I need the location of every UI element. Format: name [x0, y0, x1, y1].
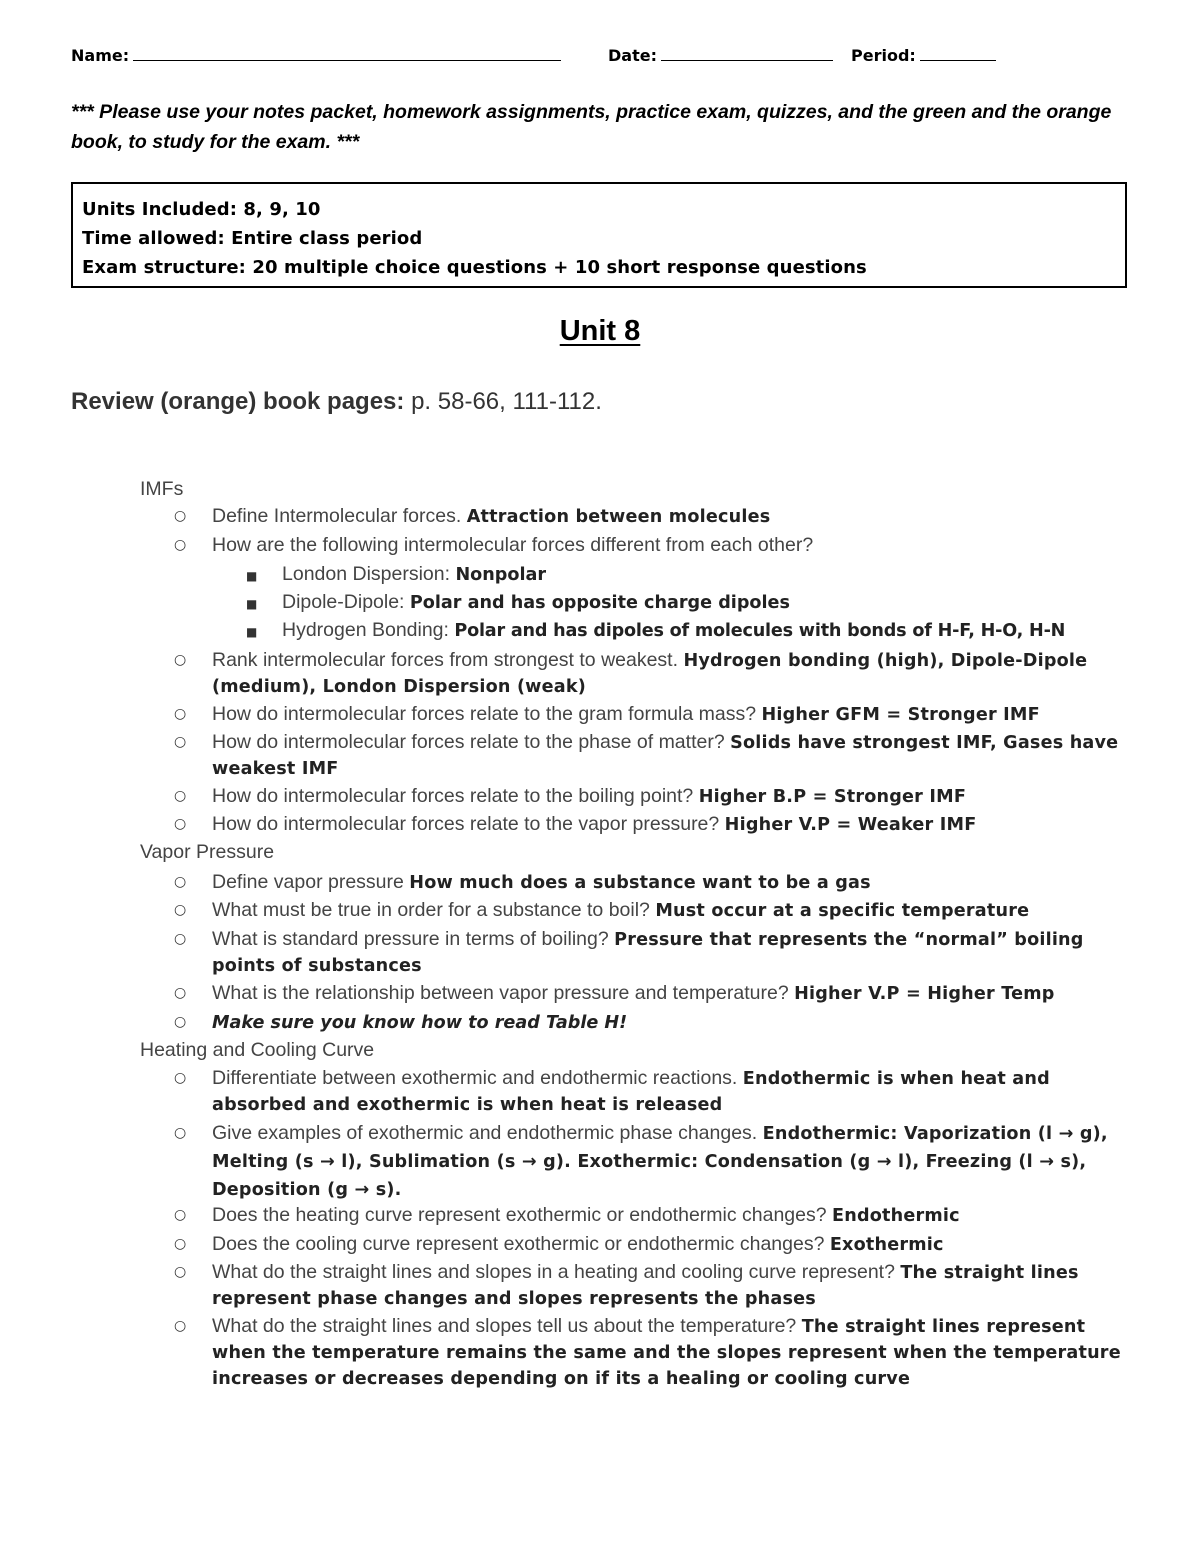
- topic-imfs: IMFs: [140, 478, 184, 500]
- name-blank[interactable]: [133, 46, 561, 61]
- exam-structure: Exam structure: 20 multiple choice questions + 10 short response questions: [82, 257, 867, 278]
- question-text: How do intermolecular forces relate to the phase of matter?: [212, 731, 731, 753]
- question-item: [174, 533, 1137, 558]
- answer-text: Endothermic: Vaporization (l → g), Melting (s → l), Sublimation (s → g). Exothermic: Condensation (g → l), Freezing (l → s), Deposition (g → s).: [212, 1124, 1108, 1200]
- sub-item: [246, 618, 1142, 644]
- question-text: Define vapor pressure: [212, 871, 410, 893]
- answer-text: Higher B.P = Stronger IMF: [698, 787, 967, 807]
- sub-answer-text: Nonpolar: [455, 565, 547, 585]
- circle-bullet-icon: ○: [174, 652, 187, 668]
- unit-title: Unit 8: [559, 315, 641, 347]
- review-label: Review (orange) book pages:: [71, 388, 405, 415]
- question-text: Does the cooling curve represent exothermic or endothermic changes?: [212, 1233, 830, 1255]
- question-text: How are the following intermolecular forces different from each other?: [212, 534, 814, 556]
- question-item: [174, 898, 1137, 924]
- question-text: Give examples of exothermic and endothermic phase changes.: [212, 1122, 763, 1144]
- question-text: What do the straight lines and slopes tell us about the temperature?: [212, 1315, 802, 1337]
- question-item: [174, 784, 1137, 810]
- circle-bullet-icon: ○: [174, 1207, 187, 1223]
- question-item: [174, 812, 1137, 838]
- date-blank[interactable]: [661, 46, 833, 61]
- question-item: [174, 1260, 1137, 1312]
- answer-text: Solids have strongest IMF, Gases have weakest IMF: [212, 733, 1119, 779]
- answer-text: Exothermic: [829, 1235, 944, 1255]
- question-text: What do the straight lines and slopes in a heating and cooling curve represent?: [212, 1261, 901, 1283]
- sub-question-text: Hydrogen Bonding:: [282, 619, 455, 641]
- answer-text: Endothermic: [832, 1206, 960, 1226]
- circle-bullet-icon: ○: [174, 1236, 187, 1252]
- answer-text: How much does a substance want to be a gas: [409, 873, 871, 893]
- question-text: What must be true in order for a substance to boil?: [212, 899, 656, 921]
- topic-vapor-pressure: Vapor Pressure: [140, 841, 275, 863]
- question-text: How do intermolecular forces relate to the gram formula mass?: [212, 703, 762, 725]
- circle-bullet-icon: ○: [174, 874, 187, 890]
- question-item: [174, 1203, 1137, 1229]
- question-item: [174, 730, 1137, 782]
- answer-text: Endothermic is when heat and absorbed and exothermic is when heat is released: [212, 1069, 1050, 1115]
- question-text: What is the relationship between vapor pressure and temperature?: [212, 982, 795, 1004]
- sub-answer-text: Polar and has opposite charge dipoles: [409, 593, 790, 613]
- answer-text: Higher GFM = Stronger IMF: [761, 705, 1040, 725]
- answer-text: Attraction between molecules: [466, 507, 771, 527]
- square-bullet-icon: ■: [246, 625, 258, 639]
- question-item: [174, 1232, 1137, 1258]
- question-text: Rank intermolecular forces from strongest to weakest.: [212, 649, 684, 671]
- circle-bullet-icon: ○: [174, 1318, 187, 1334]
- sub-item: [246, 562, 1142, 588]
- name-field[interactable]: [71, 46, 561, 65]
- question-text: Define Intermolecular forces.: [212, 505, 467, 527]
- question-text: How do intermolecular forces relate to the boiling point?: [212, 785, 699, 807]
- time-allowed: Time allowed: Entire class period: [82, 228, 423, 249]
- sub-answer-text: Polar and has dipoles of molecules with bonds of H-F, H-O, H-N: [454, 621, 1066, 641]
- review-page-numbers: p. 58-66, 111-112.: [404, 388, 602, 415]
- answer-text: Higher V.P = Weaker IMF: [724, 815, 977, 835]
- circle-bullet-icon: ○: [174, 985, 187, 1001]
- question-item: [174, 1066, 1137, 1118]
- question-text: How do intermolecular forces relate to the vapor pressure?: [212, 813, 725, 835]
- circle-bullet-icon: ○: [174, 706, 187, 722]
- question-item: [174, 927, 1137, 979]
- sub-question-text: London Dispersion:: [282, 563, 456, 585]
- answer-text: Pressure that represents the “normal” boiling points of substances: [212, 930, 1084, 976]
- circle-bullet-icon: ○: [174, 1014, 187, 1030]
- circle-bullet-icon: ○: [174, 788, 187, 804]
- circle-bullet-icon: ○: [174, 931, 187, 947]
- review-pages: [71, 388, 602, 416]
- period-label: Period:: [851, 46, 916, 65]
- header-fields: [71, 46, 1131, 72]
- circle-bullet-icon: ○: [174, 508, 187, 524]
- answer-text: The straight lines represent phase changes and slopes represents the phases: [212, 1263, 1079, 1309]
- sub-item: [246, 590, 1142, 616]
- square-bullet-icon: ■: [246, 569, 258, 583]
- period-field[interactable]: [851, 46, 996, 65]
- question-item: [174, 648, 1137, 700]
- answer-text: Higher V.P = Higher Temp: [794, 984, 1055, 1004]
- date-field[interactable]: [608, 46, 833, 65]
- answer-text: Hydrogen bonding (high), Dipole-Dipole (medium), London Dispersion (weak): [212, 651, 1088, 697]
- circle-bullet-icon: ○: [174, 902, 187, 918]
- circle-bullet-icon: ○: [174, 1125, 187, 1141]
- question-item: [174, 504, 1137, 530]
- answer-text: The straight lines represent when the temperature remains the same and the slopes represent when the temperature increases or decreases depending on if its a healing or cooling curve: [212, 1317, 1121, 1389]
- sub-question-text: Dipole-Dipole:: [282, 591, 410, 613]
- circle-bullet-icon: ○: [174, 816, 187, 832]
- question-item: [174, 870, 1137, 896]
- circle-bullet-icon: ○: [174, 1070, 187, 1086]
- date-label: Date:: [608, 46, 657, 65]
- question-item: [174, 1314, 1137, 1392]
- answer-text: Must occur at a specific temperature: [655, 901, 1030, 921]
- question-text: What is standard pressure in terms of boiling?: [212, 928, 615, 950]
- question-text: Does the heating curve represent exothermic or endothermic changes?: [212, 1204, 833, 1226]
- question-item: [174, 981, 1137, 1007]
- question-item: [174, 1120, 1137, 1204]
- square-bullet-icon: ■: [246, 597, 258, 611]
- circle-bullet-icon: ○: [174, 537, 187, 553]
- exam-info-box: [71, 182, 1127, 288]
- topic-heating-cooling-curve: Heating and Cooling Curve: [140, 1039, 375, 1061]
- study-instructions: *** Please use your notes packet, homework assignments, practice exam, quizzes, and the green and the orange book, to study for the exam. ***: [71, 101, 1112, 153]
- question-item: [174, 1010, 1137, 1036]
- period-blank[interactable]: [920, 46, 996, 61]
- units-included: Units Included: 8, 9, 10: [82, 199, 321, 220]
- question-item: [174, 702, 1137, 728]
- name-label: Name:: [71, 46, 130, 65]
- reminder-text: Make sure you know how to read Table H!: [212, 1013, 628, 1033]
- circle-bullet-icon: ○: [174, 734, 187, 750]
- question-text: Differentiate between exothermic and endothermic reactions.: [212, 1067, 743, 1089]
- circle-bullet-icon: ○: [174, 1264, 187, 1280]
